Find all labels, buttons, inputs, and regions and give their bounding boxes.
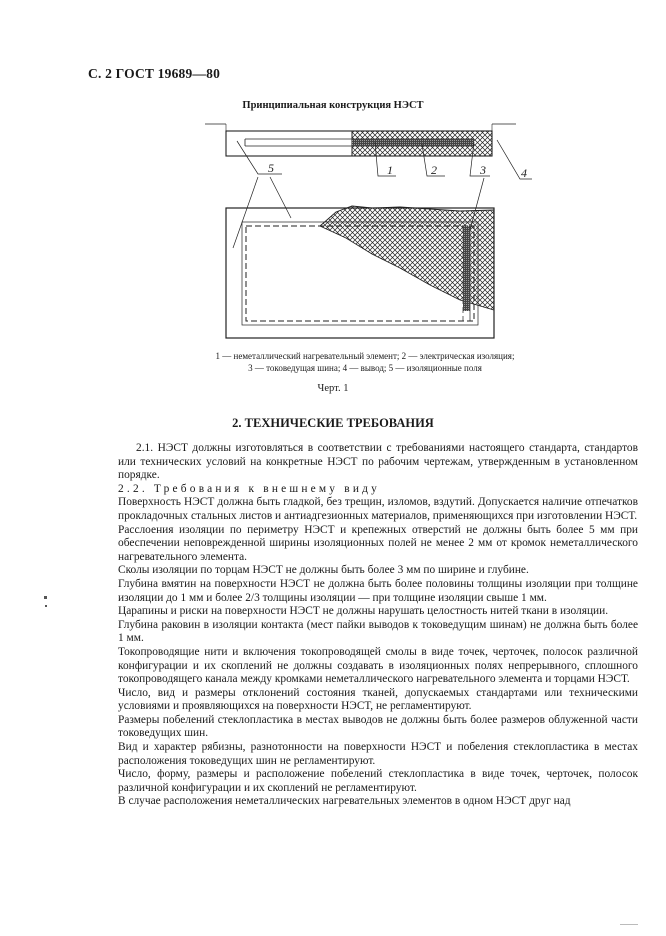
- paragraph-arrangement: В случае расположения неметаллических нагревательных элементов в одном НЭСТ друг над: [118, 795, 571, 808]
- paragraph-cavities: Глубина раковин в изоляции контакта (мест пайки выводов к токоведущим шинам) не должна быть более 1 мм.: [118, 618, 638, 645]
- paragraph-delamination: Расслоения изоляции по периметру НЭСТ и крепежных отверстий не должны быть более 5 мм при обеспечении неповрежденной ширины изоляционных полей не менее 2 мм от кромок неметаллического нагревательного элемента.: [118, 523, 638, 563]
- scan-speck: [44, 596, 47, 599]
- scan-speck: [45, 605, 47, 607]
- body-text: [118, 442, 638, 809]
- callout-1: 1: [387, 163, 393, 177]
- callout-5-top: 5: [268, 161, 274, 175]
- figure-caption: Черт. 1: [317, 383, 349, 394]
- figure-title: Принципиальная конструкция НЭСТ: [242, 100, 424, 111]
- figure-legend: [190, 350, 540, 374]
- paragraph-whitening-shape: Число, форму, размеры и расположение побелений стеклопластика в виде точек, черточек, полосок различной конфигурации и их скоплений не регламентируют.: [118, 768, 638, 794]
- callout-4: 4: [521, 166, 527, 180]
- callout-3: 3: [480, 163, 486, 177]
- paragraph-2-1: 2.1. НЭСТ должны изготовляться в соответствии с требованиями настоящего стандарта, стандартов или технических условий на конкретные НЭСТ по рабочим чертежам, утвержденным в установленном порядке.: [118, 442, 638, 482]
- legend-line-2: 3 — токоведущая шина; 4 — вывод; 5 — изоляционные поля: [248, 363, 482, 373]
- construction-drawing: [0, 0, 666, 360]
- paragraph-2-2-heading: 2.2. Требования к внешнему виду: [118, 482, 381, 495]
- paragraph-scratches: Царапины и риски на поверхности НЭСТ не должны нарушать целостность нитей ткани в изоляции.: [118, 605, 609, 618]
- paragraph-chips: Сколы изоляции по торцам НЭСТ не должны быть более 3 мм по ширине и глубине.: [118, 564, 529, 577]
- paragraph-whitening-size: Размеры побелений стеклопластика в местах выводов не должны быть более размеров облуженной части токоведущих шин.: [118, 713, 638, 740]
- legend-line-1: 1 — неметаллический нагревательный элемент; 2 — электрическая изоляция;: [215, 351, 515, 361]
- paragraph-dents: Глубина вмятин на поверхности НЭСТ не должна быть более половины толщины изоляции при толщине изоляции до 1 мм и более 2/3 толщины изоляции — при толщине изоляции свыше 1 мм.: [118, 577, 638, 604]
- scan-speck: [620, 924, 638, 925]
- paragraph-ripple: Вид и характер рябизны, разнотонности на поверхности НЭСТ и побеления стеклопластика в местах расположения токоведущих шин не регламентируют.: [118, 741, 638, 767]
- plan-view: [226, 206, 494, 338]
- callout-2: 2: [431, 163, 437, 177]
- section-view: [205, 124, 516, 156]
- paragraph-conductive-threads: Токопроводящие нити и включения токопроводящей смолы в виде точек, черточек, полосок различной конфигурации и их скоплений не должны создавать в изоляционных полях непрерывного, сплошного токопроводящего канала между кромками неметаллического нагревательного элемента и торцами НЭСТ.: [118, 645, 638, 686]
- paragraph-surface: Поверхность НЭСТ должна быть гладкой, без трещин, изломов, вздутий. Допускается наличие отпечатков прокладочных стальных листов и антиадгезионных материалов, применяющихся при изготовлении НЭСТ.: [118, 496, 638, 522]
- page-header: С. 2 ГОСТ 19689—80: [88, 66, 221, 81]
- section-title: 2. ТЕХНИЧЕСКИЕ ТРЕБОВАНИЯ: [232, 416, 434, 430]
- paragraph-fabric-deviations: Число, вид и размеры отклонений состояния тканей, допускаемых стандартами или техническими условиями и проявляющихся на поверхности НЭСТ, не регламентируют.: [118, 686, 638, 713]
